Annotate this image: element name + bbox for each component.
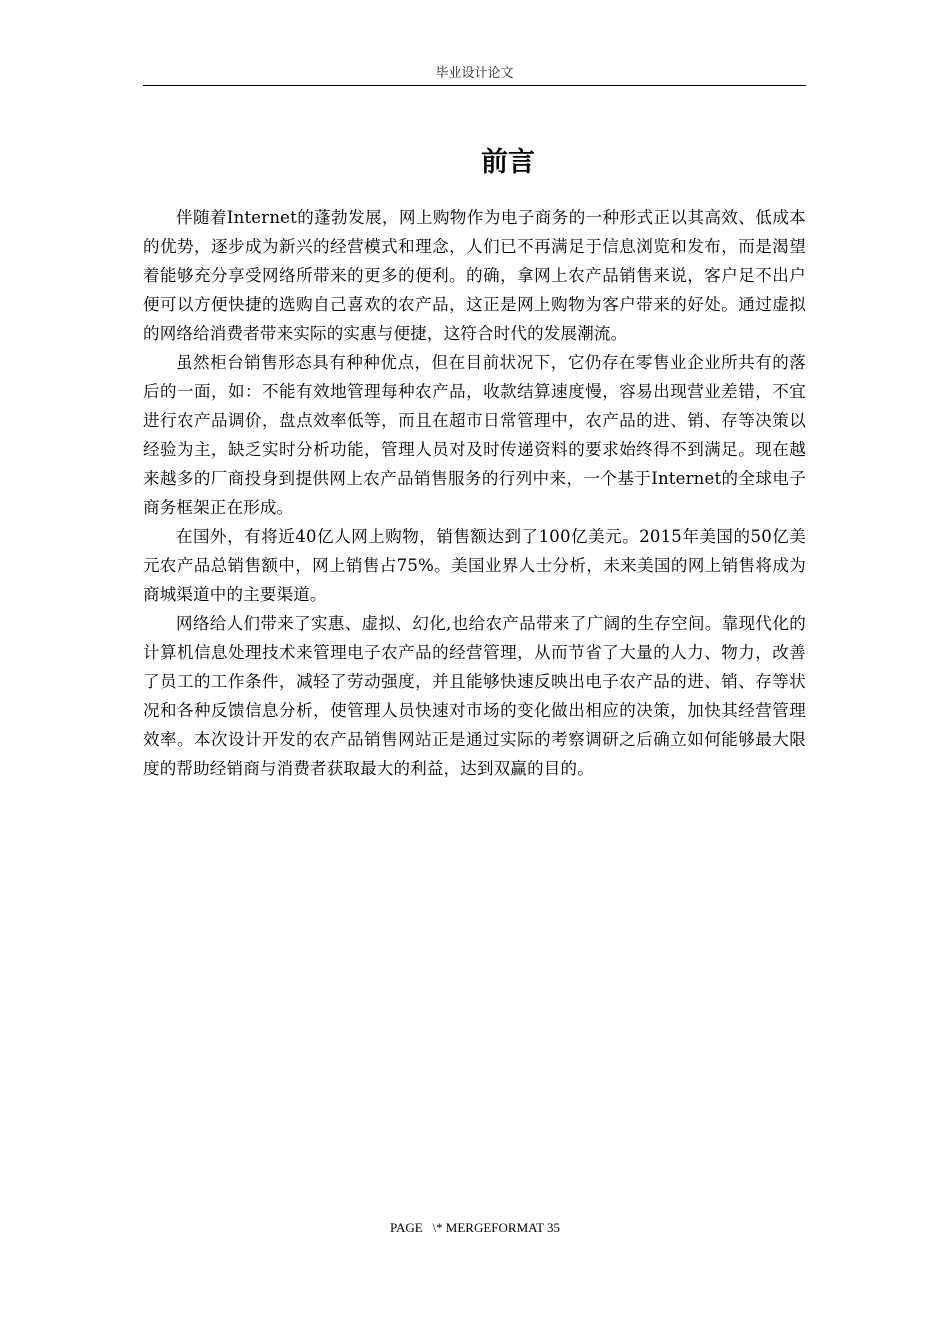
section-title: 前言 [481,147,535,178]
header-divider [143,85,806,86]
page-footer: PAGE \* MERGEFORMAT 35 [389,1220,561,1235]
body-text [143,203,806,783]
paragraph: 伴随着Internet的蓬勃发展，网上购物作为电子商务的一种形式正以其高效、低成本的优势，逐步成为新兴的经营模式和理念，人们已不再满足于信息浏览和发布，而是渴望着能够充分享受网络所带来的更多的便利。的确，拿网上农产品销售来说，客户足不出户便可以方便快捷的选购自己喜欢的农产品，这正是网上购物为客户带来的好处。通过虚拟的网络给消费者带来实际的实惠与便捷，这符合时代的发展潮流。 [143,208,806,343]
running-header: 毕业设计论文 [435,66,514,81]
paragraph: 虽然柜台销售形态具有种种优点，但在目前状况下，它仍存在零售业企业所共有的落后的一面，如：不能有效地管理每种农产品，收款结算速度慢，容易出现营业差错，不宜进行农产品调价，盘点效率低等，而且在超市日常管理中，农产品的进、销、存等决策以经验为主，缺乏实时分析功能，管理人员对及时传递资料的要求始终得不到满足。现在越来越多的厂商投身到提供网上农产品销售服务的行列中来，一个基于Internet的全球电子商务框架正在形成。 [143,353,806,517]
paragraph: 网络给人们带来了实惠、虚拟、幻化,也给农产品带来了广阔的生存空间。靠现代化的计算机信息处理技术来管理电子农产品的经营管理，从而节省了大量的人力、物力，改善了员工的工作条件，减轻了劳动强度，并且能够快速反映出电子农产品的进、销、存等状况和各种反馈信息分析，使管理人员快速对市场的变化做出相应的决策，加快其经营管理效率。本次设计开发的农产品销售网站正是通过实际的考察调研之后确立如何能够最大限度的帮助经销商与消费者获取最大的利益，达到双赢的目的。 [143,614,806,778]
paragraph: 在国外，有将近40亿人网上购物，销售额达到了100亿美元。2015年美国的50亿美元农产品总销售额中，网上销售占75%。美国业界人士分析，未来美国的网上销售将成为商城渠道中的主要渠道。 [143,527,806,604]
